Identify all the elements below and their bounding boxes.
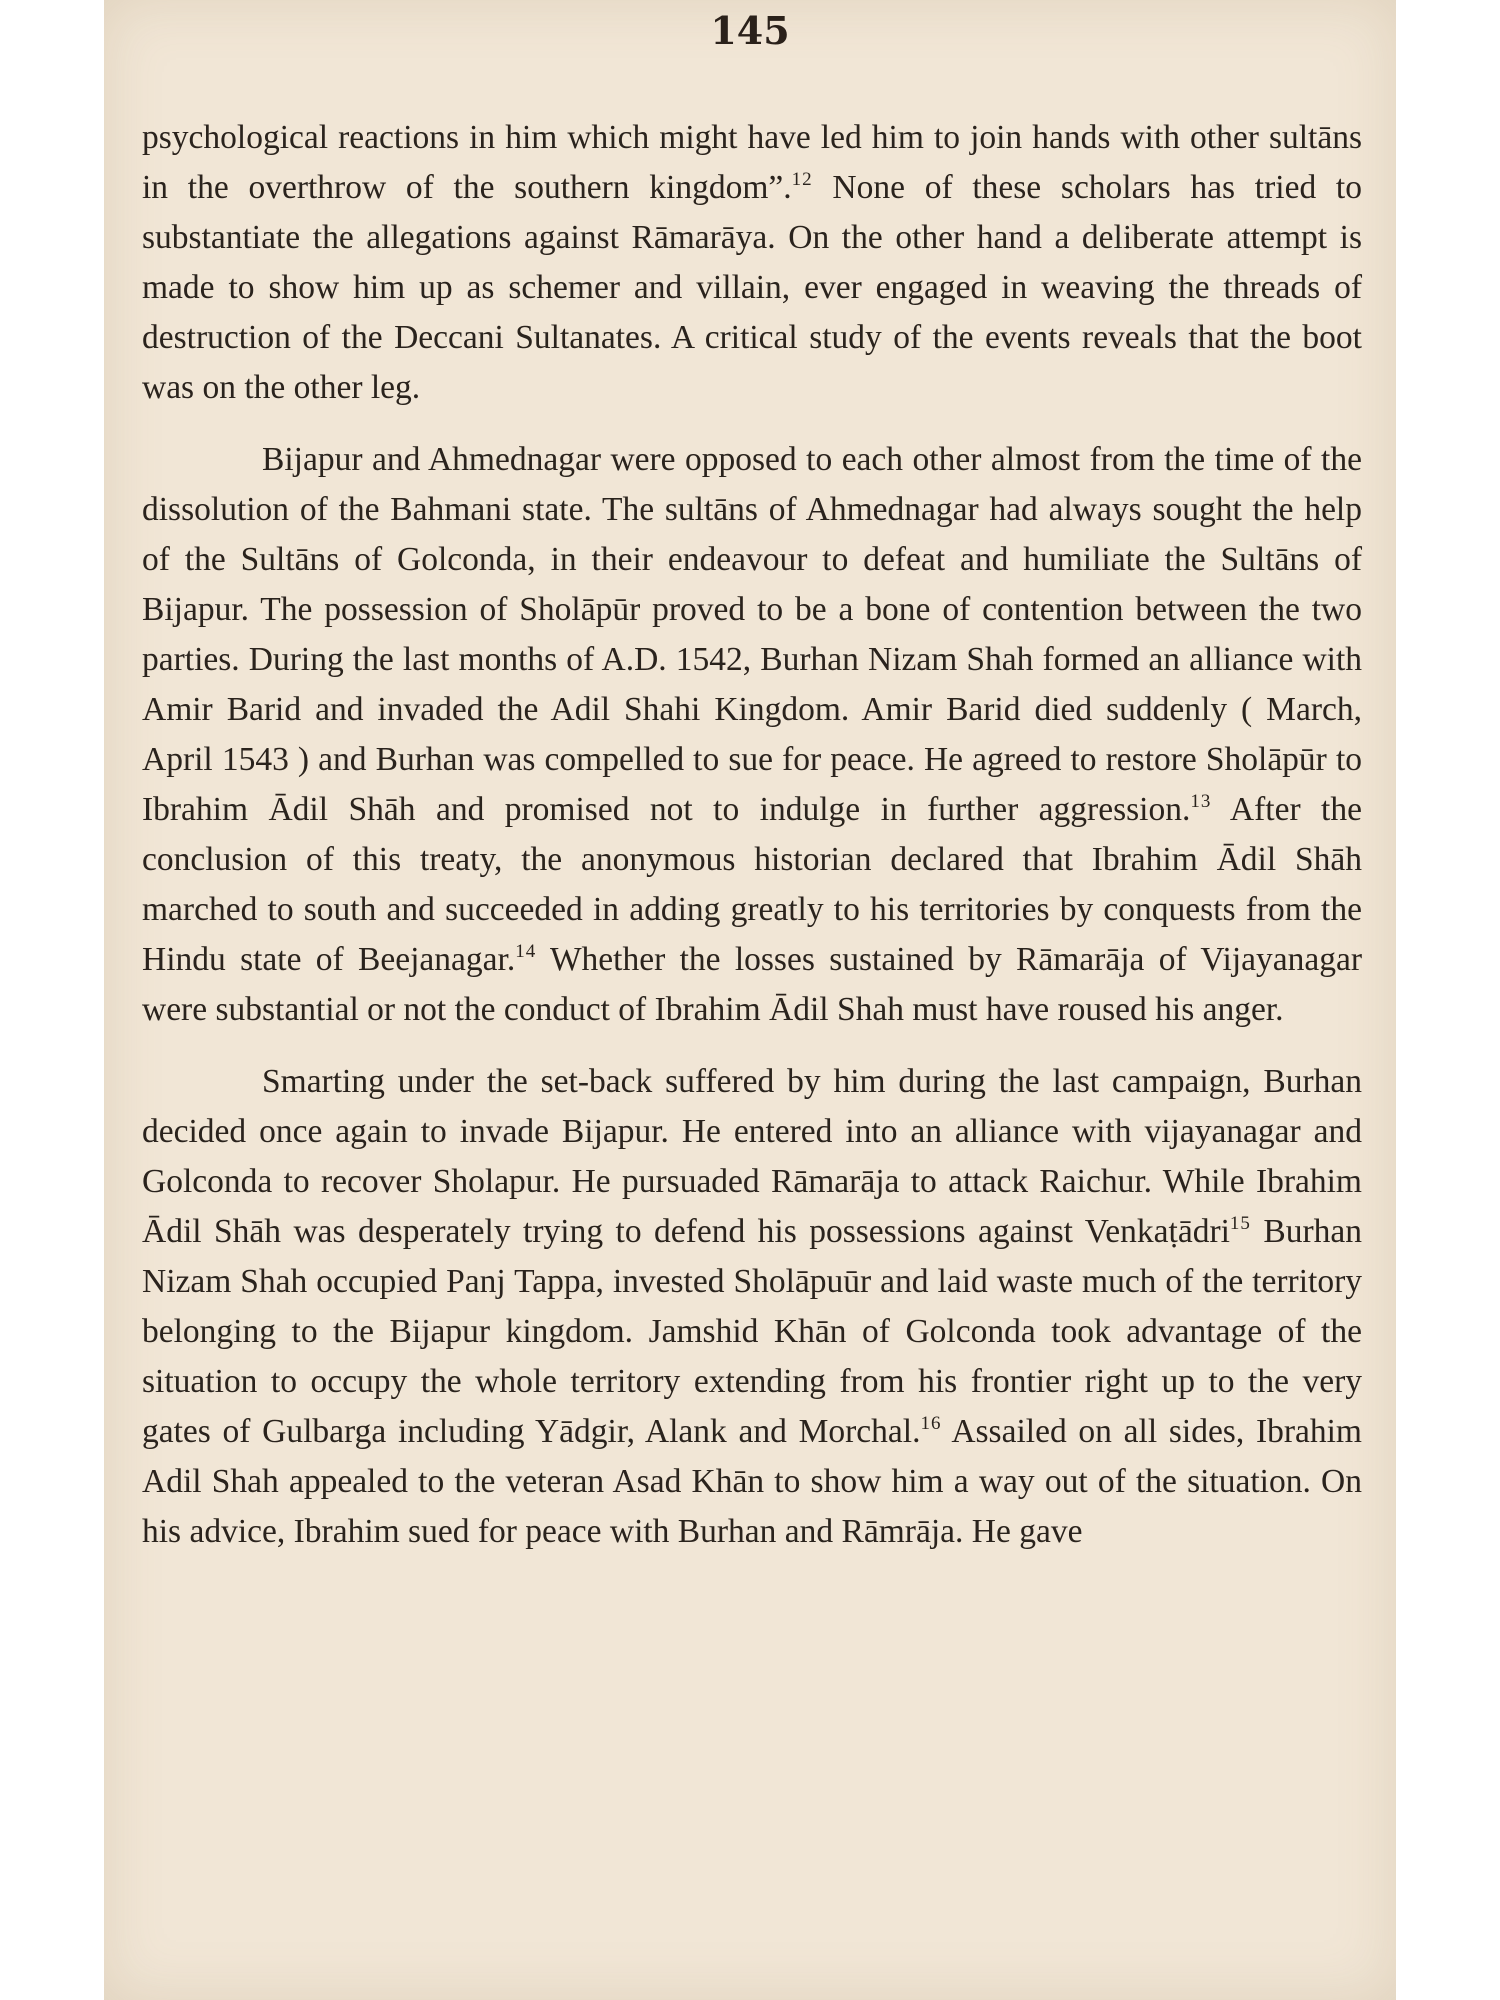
footnote-marker-12: 12 bbox=[791, 169, 813, 190]
paragraph-2-text-1: Bijapur and Ahmednagar were opposed to each other almost from the time of the dissolution of the Bahmani state. The sultāns of Ahmednagar had always sought the help of the Sultāns of Golconda, in their endeavour to defeat and humiliate the Sultāns of Bijapur. The possession of Sholāpūr proved to be a bone of contention between the two parties. During the last months of A.D. 1542, Burhan Nizam Shah formed an alliance with Amir Barid and invaded the Adil Shahi Kingdom. Amir Barid died suddenly ( March, April 1543 ) and Burhan was compelled to sue for peace. He agreed to restore Sholāpūr to Ibrahim Ādil Shāh and promised not to indulge in further aggression. bbox=[142, 441, 1362, 828]
paragraph-2-text-2: After the conclusion of this treaty, the anonymous historian declared that Ibrahim Ādil Shāh marched to south and succeeded in adding greatly to his territories by conquests from the Hindu state of Beejanagar. bbox=[142, 791, 1362, 978]
paragraph-1-text-1: psychological reactions in him which might have led him to join hands with other sultāns in the overthrow of the southern kingdom”. bbox=[142, 119, 1362, 206]
paragraph-3-text-1: Smarting under the set-back suffered by him during the last campaign, Burhan decided once again to invade Bijapur. He entered into an alliance with vijayanagar and Golconda to recover Sholapur. He pursuaded Rāmarāja to attack Raichur. While Ibrahim Ādil Shāh was desperately trying to defend his possessions against Venkaṭādri bbox=[142, 1063, 1362, 1250]
paragraph-1 bbox=[142, 113, 1362, 413]
paragraph-3-text-3: Assailed on all sides, Ibrahim Adil Shah appealed to the veteran Asad Khān to show him a way out of the situation. On his advice, Ibrahim sued for peace with Burhan and Rāmrāja. He gave bbox=[142, 1413, 1362, 1550]
paragraph-2-text-3: Whether the losses sustained by Rāmarāja of Vijayanagar were substantial or not the conduct of Ibrahim Ādil Shah must have roused his anger. bbox=[142, 941, 1363, 1028]
footnote-marker-15: 15 bbox=[1229, 1213, 1251, 1234]
paragraph-gap bbox=[142, 413, 1362, 435]
paragraph-3-text-2: Burhan Nizam Shah occupied Panj Tappa, invested Sholāpuūr and laid waste much of the territory belonging to the Bijapur kingdom. Jamshid Khān of Golconda took advantage of the situation to occupy the whole territory extending from his frontier right up to the very gates of Gulbarga including Yādgir, Alank and Morchal. bbox=[142, 1213, 1362, 1450]
paragraph-3 bbox=[142, 1057, 1362, 1557]
page-number: 145 bbox=[710, 8, 790, 53]
paragraph-gap bbox=[142, 1035, 1362, 1057]
paragraph-1-text-2: None of these scholars has tried to substantiate the allegations against Rāmarāya. On the other hand a deliberate attempt is made to show him up as schemer and villain, ever engaged in weaving the threads of destruction of the Deccani Sultanates. A critical study of the events reveals that the boot was on the other leg. bbox=[142, 169, 1362, 406]
footnote-marker-13: 13 bbox=[1190, 791, 1212, 812]
footnote-marker-14: 14 bbox=[515, 941, 537, 962]
paragraph-2 bbox=[142, 435, 1362, 1035]
book-page bbox=[104, 0, 1396, 2000]
body-text bbox=[142, 113, 1362, 1557]
footnote-marker-16: 16 bbox=[920, 1413, 942, 1434]
